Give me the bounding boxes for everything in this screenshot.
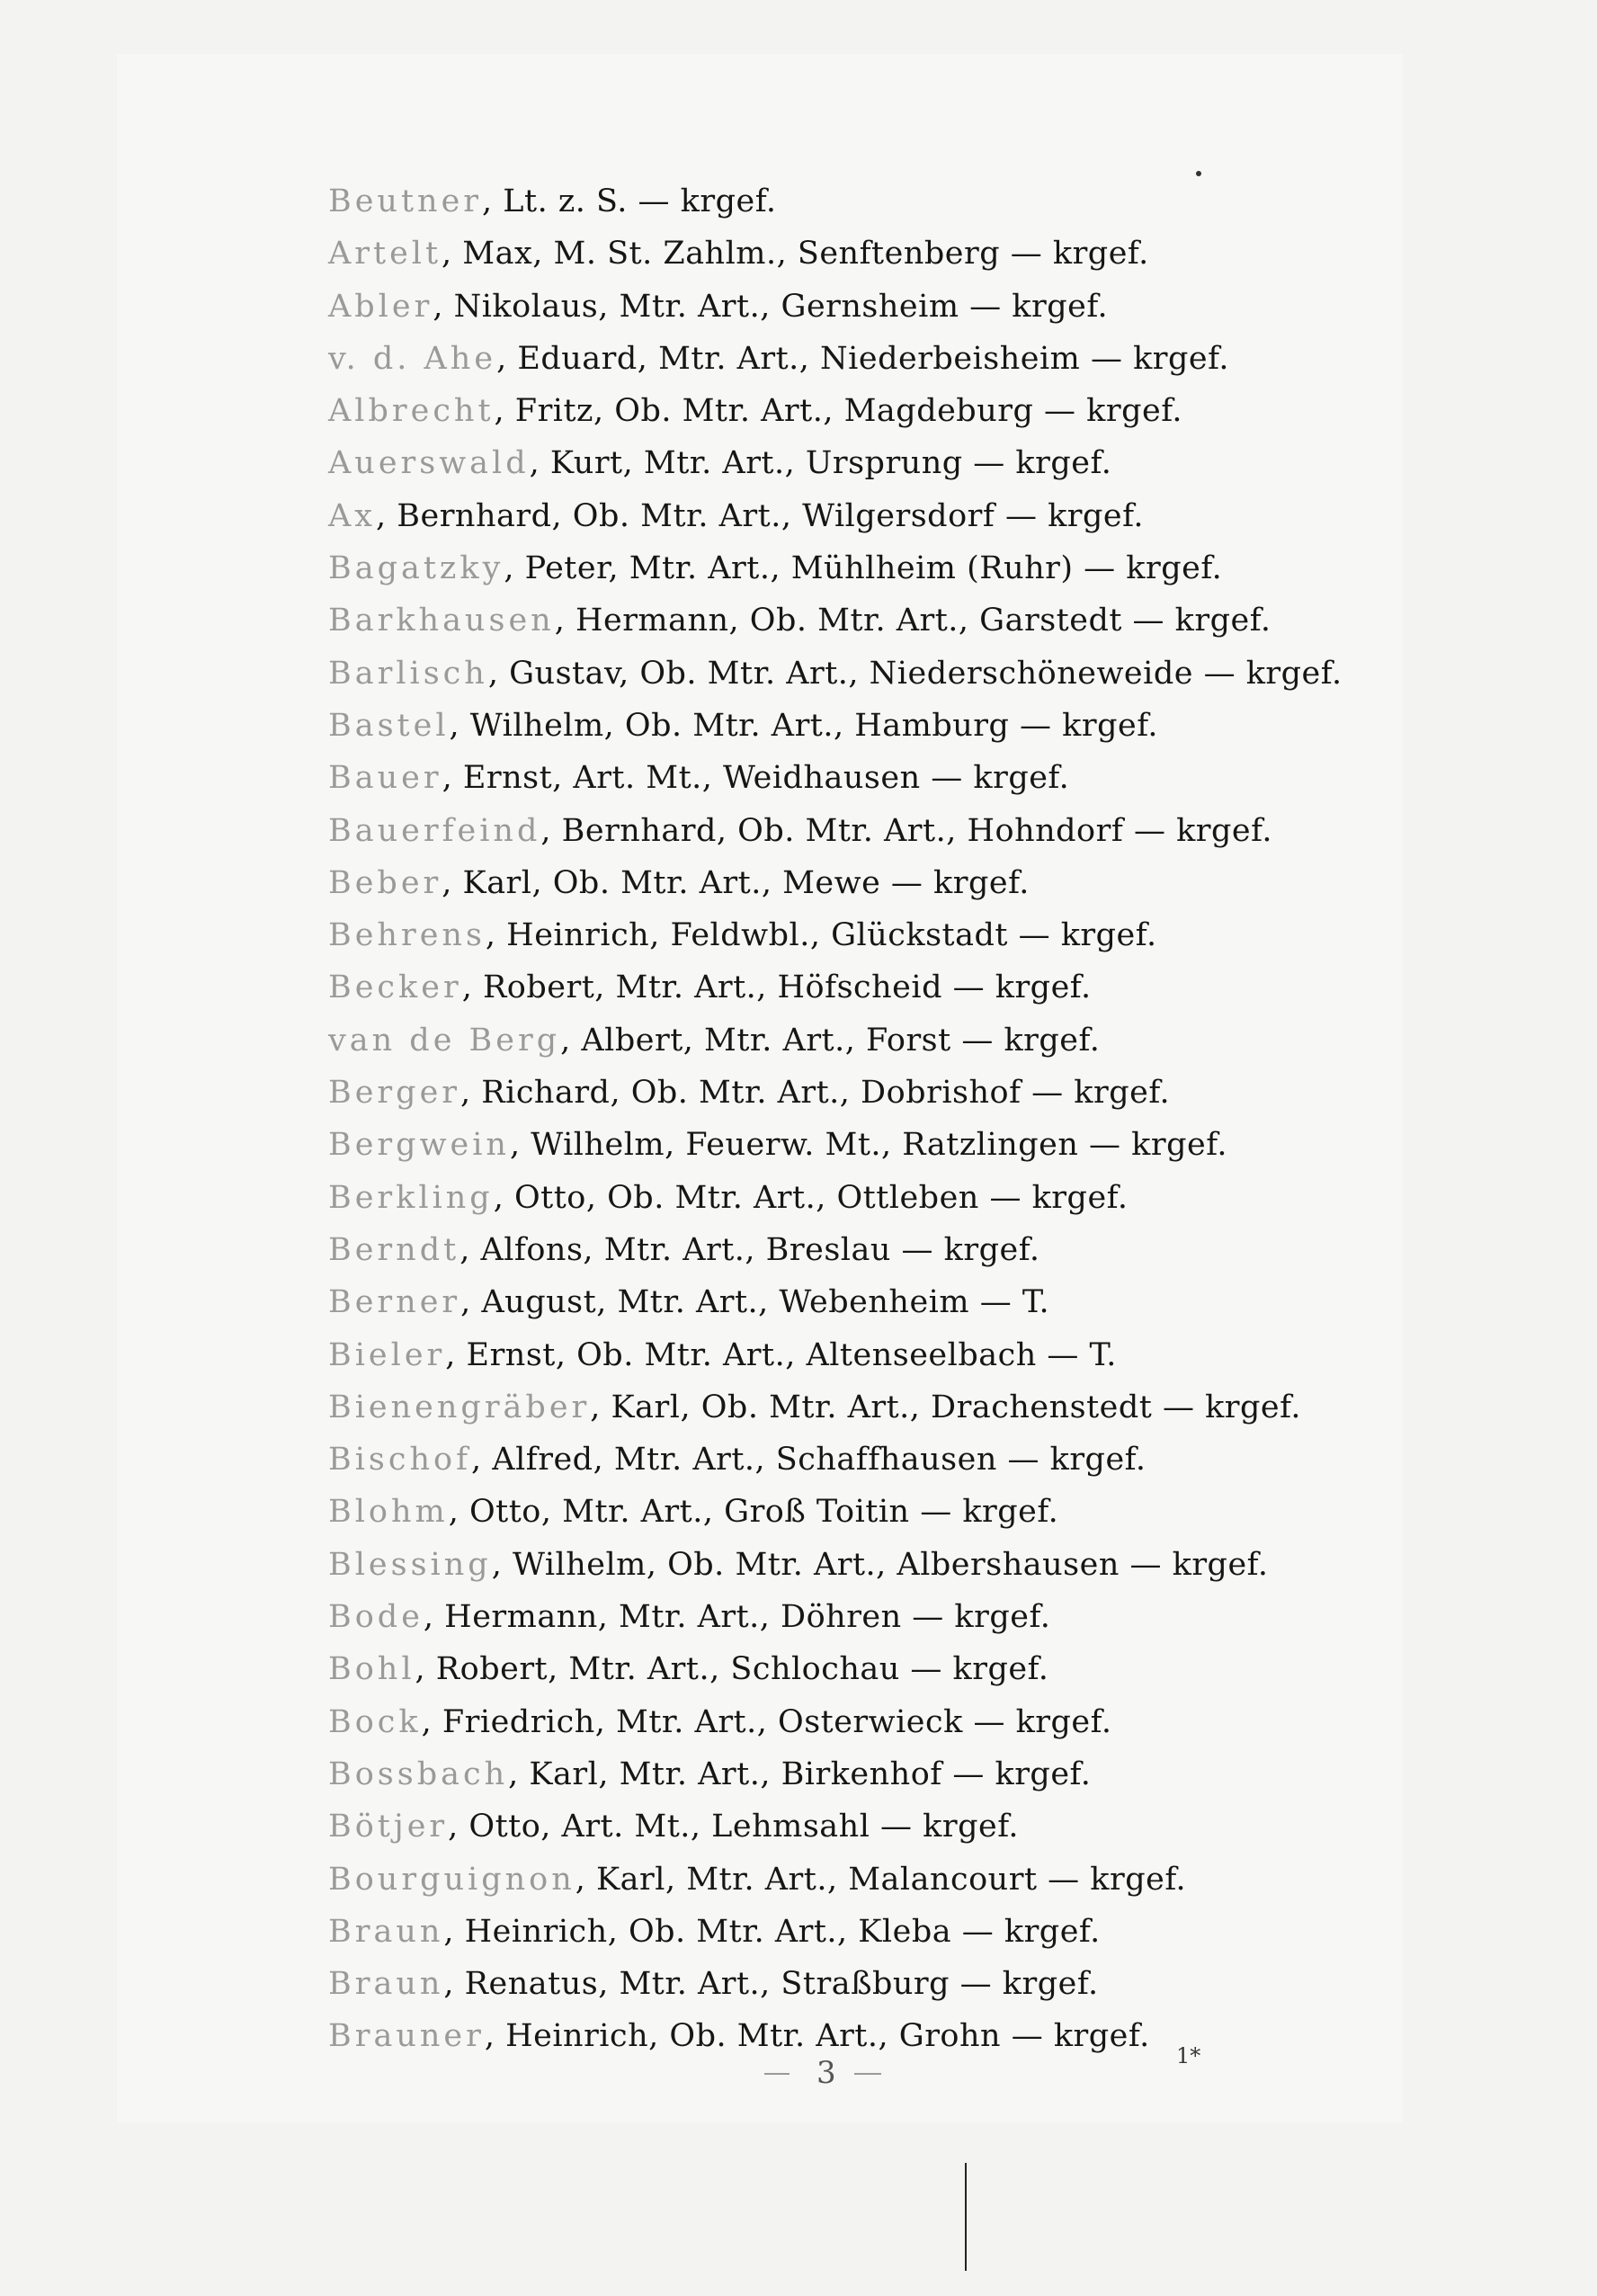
entry-surname: Artelt — [328, 236, 442, 272]
roster-entry — [328, 175, 1407, 228]
entry-details: , Karl, Mtr. Art., Malancourt — krgef. — [575, 1861, 1187, 1898]
margin-rule — [965, 2163, 967, 2271]
entry-details: , August, Mtr. Art., Webenheim — T. — [460, 1284, 1050, 1321]
entry-surname: Barkhausen — [328, 603, 555, 639]
roster-entry — [328, 1172, 1407, 1224]
entry-surname: Bieler — [328, 1336, 446, 1373]
entry-details: , Hermann, Ob. Mtr. Art., Garstedt — krgef. — [554, 603, 1271, 639]
entry-details: , Renatus, Mtr. Art., Straßburg — krgef. — [443, 1966, 1099, 2003]
roster-entry — [328, 594, 1407, 647]
roster-entry — [328, 1381, 1407, 1434]
entry-details: , Alfons, Mtr. Art., Breslau — krgef. — [459, 1231, 1040, 1268]
signature-mark: 1* — [1176, 2043, 1201, 2068]
entry-surname: Bötjer — [328, 1809, 449, 1845]
entry-surname: Berger — [328, 1075, 461, 1112]
roster-entry — [328, 1539, 1407, 1591]
entry-details: , Ernst, Art. Mt., Weidhausen — krgef. — [442, 760, 1070, 797]
roster-entry — [328, 490, 1407, 542]
entry-surname: Bienengräber — [328, 1389, 591, 1425]
entry-details: , Otto, Mtr. Art., Groß Toitin — krgef. — [448, 1494, 1059, 1531]
entry-details: , Eduard, Mtr. Art., Niederbeisheim — krgef. — [496, 340, 1229, 377]
roster-entry — [328, 437, 1407, 489]
entry-details: , Max, M. St. Zahlm., Senftenberg — krgef. — [442, 236, 1149, 272]
entry-surname: Beutner — [328, 183, 483, 219]
roster-entry — [328, 700, 1407, 752]
entry-surname: Bischof — [328, 1442, 472, 1479]
page-number-dash-left — [764, 2073, 790, 2075]
entry-surname: van de Berg — [328, 1022, 561, 1059]
entry-details: , Kurt, Mtr. Art., Ursprung — krgef. — [529, 445, 1112, 482]
entry-details: , Karl, Ob. Mtr. Art., Drachenstedt — krgef. — [590, 1389, 1301, 1425]
roster-entry — [328, 385, 1407, 437]
entry-surname: Barlisch — [328, 655, 488, 692]
roster-entry — [328, 805, 1407, 857]
entry-details: , Otto, Art. Mt., Lehmsahl — krgef. — [448, 1809, 1020, 1845]
entry-details: , Fritz, Ob. Mtr. Art., Magdeburg — krgef. — [494, 393, 1183, 430]
roster-entry — [328, 857, 1407, 909]
roster-entry — [328, 333, 1407, 385]
roster-entry — [328, 1958, 1407, 2010]
entry-details: , Lt. z. S. — krgef. — [482, 183, 777, 219]
entry-details: , Robert, Mtr. Art., Schlochau — krgef. — [415, 1651, 1049, 1688]
roster-entry — [328, 1591, 1407, 1643]
entry-surname: Albrecht — [328, 393, 495, 430]
roster-entry — [328, 1748, 1407, 1800]
entry-details: , Heinrich, Ob. Mtr. Art., Grohn — krgef. — [484, 2018, 1150, 2055]
entry-surname: Braun — [328, 1913, 444, 1950]
roster-entry — [328, 228, 1407, 280]
entry-surname: Becker — [328, 969, 462, 1006]
entry-surname: Bagatzky — [328, 550, 504, 587]
entry-surname: Berndt — [328, 1231, 460, 1268]
entry-details: , Ernst, Ob. Mtr. Art., Altenseelbach — T. — [445, 1336, 1117, 1373]
roster-entry — [328, 542, 1407, 594]
entry-details: , Gustav, Ob. Mtr. Art., Niederschöneweide — krgef. — [487, 655, 1343, 692]
entry-details: , Bernhard, Ob. Mtr. Art., Wilgersdorf — krgef. — [376, 497, 1144, 534]
entry-details: , Heinrich, Ob. Mtr. Art., Kleba — krgef. — [443, 1913, 1101, 1950]
entry-surname: Bock — [328, 1703, 422, 1740]
roster-entry — [328, 1276, 1407, 1328]
entry-details: , Karl, Ob. Mtr. Art., Mewe — krgef. — [442, 864, 1030, 901]
entry-surname: Bastel — [328, 707, 450, 744]
entry-details: , Robert, Mtr. Art., Höfscheid — krgef. — [461, 969, 1092, 1006]
roster-entry — [328, 1854, 1407, 1906]
entry-details: , Wilhelm, Feuerw. Mt., Ratzlingen — krgef. — [509, 1127, 1228, 1164]
entry-details: , Nikolaus, Mtr. Art., Gernsheim — krgef. — [433, 288, 1109, 325]
entry-details: , Heinrich, Feldwbl., Glückstadt — krgef. — [485, 917, 1157, 954]
entry-details: , Alfred, Mtr. Art., Schaffhausen — krgef. — [471, 1442, 1146, 1479]
entry-surname: Bossbach — [328, 1756, 509, 1792]
roster-entry — [328, 752, 1407, 804]
entry-surname: Ax — [328, 497, 377, 534]
page-number-dash-right — [854, 2073, 881, 2075]
roster-entry — [328, 909, 1407, 961]
roster-entry — [328, 1486, 1407, 1538]
entry-details: , Richard, Ob. Mtr. Art., Dobrishof — krgef. — [460, 1075, 1171, 1112]
entry-details: , Bernhard, Ob. Mtr. Art., Hohndorf — krgef. — [540, 812, 1272, 849]
roster-entry — [328, 2010, 1407, 2062]
roster-entry — [328, 1434, 1407, 1486]
entry-details: , Peter, Mtr. Art., Mühlheim (Ruhr) — krgef. — [504, 550, 1223, 587]
entry-surname: Bauer — [328, 760, 442, 797]
roster-entry — [328, 1014, 1407, 1067]
entry-details: , Wilhelm, Ob. Mtr. Art., Albershausen — krgef. — [491, 1546, 1269, 1583]
page-number: 3 — [816, 2055, 836, 2091]
entry-surname: Blohm — [328, 1494, 449, 1531]
roster-entry — [328, 961, 1407, 1014]
roster-list — [328, 175, 1407, 2063]
entry-surname: Blessing — [328, 1546, 492, 1583]
roster-entry — [328, 1800, 1407, 1853]
roster-entry — [328, 1643, 1407, 1695]
roster-entry — [328, 1696, 1407, 1748]
entry-surname: Auerswald — [328, 445, 530, 482]
roster-entry — [328, 1119, 1407, 1171]
entry-surname: Bourguignon — [328, 1861, 575, 1898]
entry-details: , Karl, Mtr. Art., Birkenhof — krgef. — [508, 1756, 1092, 1792]
entry-details: , Friedrich, Mtr. Art., Osterwieck — krgef. — [421, 1703, 1112, 1740]
entry-details: , Otto, Ob. Mtr. Art., Ottleben — krgef. — [493, 1179, 1129, 1216]
entry-surname: Behrens — [328, 917, 486, 954]
entry-surname: Bergwein — [328, 1127, 510, 1164]
entry-surname: Beber — [328, 864, 442, 901]
entry-details: , Albert, Mtr. Art., Forst — krgef. — [560, 1022, 1101, 1059]
entry-surname: Bauerfeind — [328, 812, 541, 849]
entry-surname: Braun — [328, 1966, 444, 2003]
ink-speck — [1196, 171, 1201, 176]
roster-entry — [328, 1224, 1407, 1276]
entry-details: , Wilhelm, Ob. Mtr. Art., Hamburg — krgef. — [449, 707, 1159, 744]
entry-surname: Brauner — [328, 2018, 485, 2055]
entry-details: , Hermann, Mtr. Art., Döhren — krgef. — [423, 1599, 1051, 1636]
roster-entry — [328, 281, 1407, 333]
entry-surname: Bohl — [328, 1651, 415, 1688]
entry-surname: Bode — [328, 1599, 424, 1636]
entry-surname: Berkling — [328, 1179, 494, 1216]
entry-surname: Abler — [328, 288, 433, 325]
roster-entry — [328, 1329, 1407, 1381]
roster-entry — [328, 1906, 1407, 1958]
roster-entry — [328, 1067, 1407, 1119]
roster-entry — [328, 648, 1407, 700]
entry-surname: Berner — [328, 1284, 461, 1321]
entry-surname: v. d. Ahe — [328, 340, 497, 377]
